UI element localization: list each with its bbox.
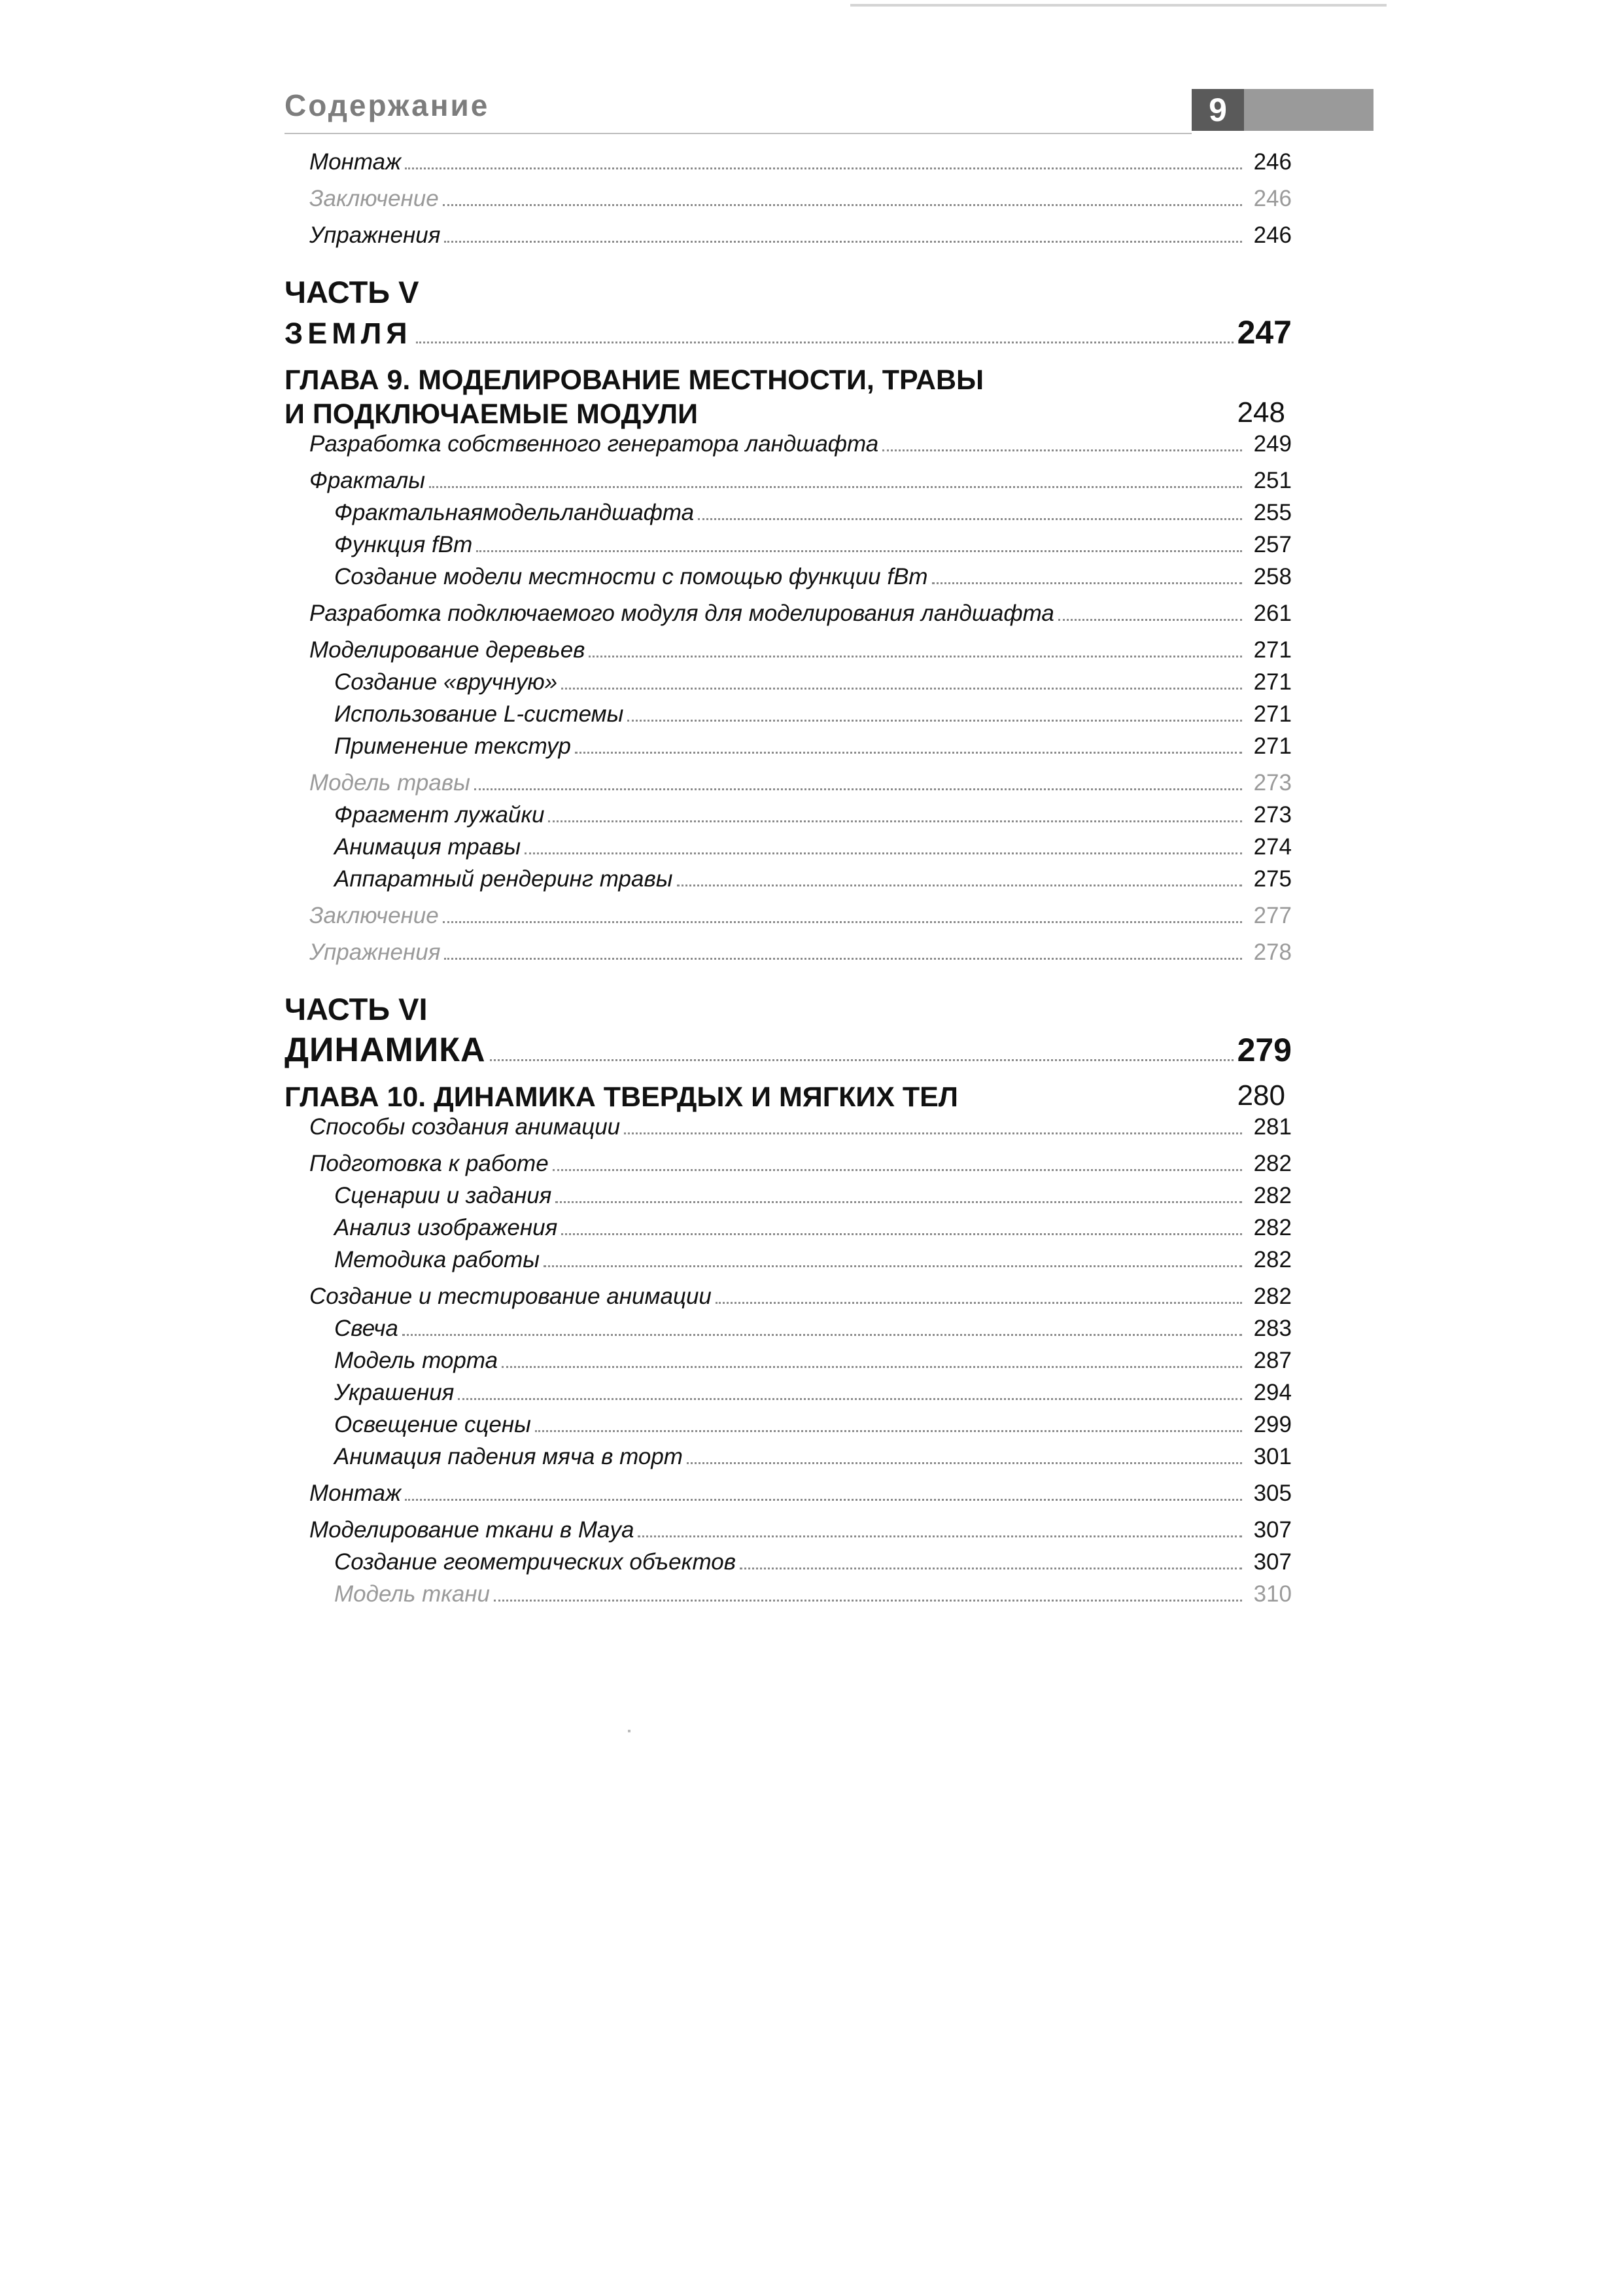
toc-entry: [285, 1114, 1292, 1146]
toc-entry-page: 287: [1253, 1348, 1292, 1373]
toc-entry-title: Анимация травы: [334, 834, 521, 860]
toc-entry-title: Способы создания анимации: [309, 1114, 621, 1140]
toc-entry-page: 275: [1253, 866, 1292, 892]
toc-entry: [285, 802, 1292, 834]
chapter-10-title-line1: ГЛАВА 10. ДИНАМИКА ТВЕРДЫХ И МЯГКИХ ТЕЛ: [285, 1081, 958, 1113]
toc-entry-title: Монтаж: [309, 1480, 402, 1506]
leader-dots: [1058, 619, 1242, 621]
leader-dots: [677, 885, 1242, 886]
toc-entry-page: 282: [1253, 1247, 1292, 1272]
toc-entry-title: Упражнения: [309, 939, 441, 965]
toc-entry-page: 258: [1253, 564, 1292, 589]
toc-entry: [285, 903, 1292, 935]
toc-entry-title: Заключение: [309, 186, 439, 211]
toc-entry-page: 273: [1253, 802, 1292, 828]
toc-entry-title: Создание геометрических объектов: [334, 1549, 736, 1575]
leader-dots: [638, 1535, 1242, 1537]
running-header-title: Содержание: [285, 88, 490, 122]
page-number: 9: [1192, 89, 1244, 131]
toc-entry-page: 305: [1253, 1480, 1292, 1506]
scan-edge-line: [850, 4, 1387, 7]
leader-dots: [561, 1233, 1242, 1235]
chapter-9-entries: [285, 431, 1292, 972]
toc-entry-page: 257: [1253, 532, 1292, 557]
toc-entry-title: Фрагмент лужайки: [334, 802, 545, 828]
leader-dots: [553, 1169, 1242, 1171]
leader-dots: [429, 486, 1242, 488]
part-5-name-row: [285, 313, 1292, 357]
part-5-name: ЗЕМЛЯ: [285, 317, 412, 350]
toc-entry-title: Фракталы: [309, 468, 425, 493]
leader-dots: [740, 1568, 1242, 1569]
toc-entry-page: 282: [1253, 1151, 1292, 1176]
toc-entry: [285, 1480, 1292, 1513]
toc-entry-title: Упражнения: [309, 222, 441, 248]
toc-entry: [285, 1517, 1292, 1549]
leader-dots: [548, 820, 1242, 822]
toc-entry-page: 282: [1253, 1284, 1292, 1309]
chapter-10-heading: [285, 1080, 1292, 1114]
leader-dots: [561, 688, 1242, 690]
toc-entry-title: Освещение сцены: [334, 1412, 531, 1437]
toc-entry: [285, 770, 1292, 802]
leader-dots: [624, 1132, 1242, 1134]
toc-entry-page: 271: [1253, 701, 1292, 727]
toc-entry-page: 307: [1253, 1549, 1292, 1575]
toc-entry-page: 246: [1253, 222, 1292, 248]
leader-dots: [502, 1366, 1242, 1368]
leader-dots: [589, 656, 1242, 657]
toc-entry-page: 283: [1253, 1316, 1292, 1341]
toc-entry-title: Фрактальнаямодельландшафта: [334, 500, 695, 525]
leader-dots: [490, 1059, 1234, 1061]
toc-entry: [285, 601, 1292, 633]
leader-dots: [687, 1462, 1242, 1464]
toc-entry-page: 271: [1253, 637, 1292, 663]
toc-entry: [285, 149, 1292, 181]
toc-entry-page: 277: [1253, 903, 1292, 928]
toc-entry: [285, 431, 1292, 463]
toc-entry: [285, 939, 1292, 972]
toc-entry-title: Моделирование ткани в Maya: [309, 1517, 634, 1543]
toc-entry: [285, 1215, 1292, 1247]
toc-entry-page: 282: [1253, 1183, 1292, 1208]
toc-entry: [285, 1581, 1292, 1613]
toc-entry: [285, 669, 1292, 701]
toc-entry-title: Анализ изображения: [334, 1215, 558, 1240]
chapter-9-heading: [285, 363, 1292, 431]
leader-dots: [494, 1600, 1242, 1602]
chapter-10-page: 280: [1237, 1079, 1285, 1112]
toc-entry: [285, 222, 1292, 254]
leader-dots: [405, 1499, 1242, 1501]
toc-entry-page: 249: [1253, 431, 1292, 457]
leader-dots: [416, 342, 1234, 343]
leader-dots: [544, 1265, 1242, 1267]
toc-entry-title: Модель торта: [334, 1348, 498, 1373]
toc-entry-page: 307: [1253, 1517, 1292, 1543]
toc-entry-title: Применение текстур: [334, 733, 571, 759]
toc-entry-title: Монтаж: [309, 149, 402, 175]
toc-entry-title: Функция fBm: [334, 532, 473, 557]
toc-entry-title: Создание модели местности с помощью функции fBm: [334, 564, 928, 589]
toc-entry-title: Разработка подключаемого модуля для моделирования ландшафта: [309, 601, 1054, 626]
toc-entry-title: Использование L-системы: [334, 701, 624, 727]
part-5-page: 247: [1237, 314, 1292, 351]
leader-dots: [555, 1201, 1242, 1203]
toc-entry-title: Свеча: [334, 1316, 398, 1341]
toc-entry-page: 310: [1253, 1581, 1292, 1607]
toc-entry: [285, 1183, 1292, 1215]
toc-entry-page: 271: [1253, 669, 1292, 695]
toc-entry-title: Заключение: [309, 903, 439, 928]
toc-entry: [285, 186, 1292, 218]
toc-entry-title: Украшения: [334, 1380, 455, 1405]
leader-dots: [525, 852, 1242, 854]
toc-entry-page: 271: [1253, 733, 1292, 759]
part-6-name: ДИНАМИКА: [285, 1031, 486, 1069]
leader-dots: [405, 167, 1242, 169]
scan-speck: [628, 1730, 631, 1732]
leader-dots: [443, 921, 1242, 923]
toc-entry-title: Разработка собственного генератора ландшафта: [309, 431, 879, 457]
toc-entry-title: Сценарии и задания: [334, 1183, 552, 1208]
chapter-9-title-line2: И ПОДКЛЮЧАЕМЫЕ МОДУЛИ: [285, 398, 699, 430]
part-6-page: 279: [1237, 1032, 1292, 1068]
toc-entry-page: 282: [1253, 1215, 1292, 1240]
toc-entry-page: 273: [1253, 770, 1292, 796]
toc-entry: [285, 1380, 1292, 1412]
leader-dots: [575, 752, 1242, 754]
part-6-name-row: [285, 1030, 1292, 1074]
toc-entry-page: 294: [1253, 1380, 1292, 1405]
leader-dots: [698, 518, 1242, 520]
toc-entry-title: Модель травы: [309, 770, 470, 796]
toc-entry: [285, 1412, 1292, 1444]
toc-entry: [285, 1444, 1292, 1476]
toc-entry-title: Создание и тестирование анимации: [309, 1284, 712, 1309]
toc-entry: [285, 1316, 1292, 1348]
leader-dots: [474, 788, 1242, 790]
toc-entry-title: Подготовка к работе: [309, 1151, 549, 1176]
toc-entry: [285, 1284, 1292, 1316]
toc-entry-title: Аппаратный рендеринг травы: [334, 866, 673, 892]
header-rule: [285, 133, 1192, 134]
leader-dots: [443, 204, 1242, 206]
toc-entry: [285, 866, 1292, 898]
leader-dots: [458, 1398, 1242, 1400]
toc-entry-title: Анимация падения мяча в торт: [334, 1444, 683, 1469]
toc-entry: [285, 1549, 1292, 1581]
toc-entry-page: 299: [1253, 1412, 1292, 1437]
toc-entry: [285, 1151, 1292, 1183]
toc-entry: [285, 834, 1292, 866]
toc-entry-title: Модель ткани: [334, 1581, 491, 1607]
toc-entry: [285, 1348, 1292, 1380]
toc-entry: [285, 637, 1292, 669]
leader-dots: [535, 1430, 1242, 1432]
toc-entry-page: 281: [1253, 1114, 1292, 1140]
part-6-label: ЧАСТЬ VI: [285, 992, 428, 1026]
toc-entry-title: Моделирование деревьев: [309, 637, 585, 663]
toc-entry-page: 246: [1253, 149, 1292, 175]
table-of-contents: [285, 149, 1292, 1613]
toc-entry: [285, 733, 1292, 765]
toc-entry: [285, 564, 1292, 596]
toc-entry: [285, 1247, 1292, 1279]
part-5-label: ЧАСТЬ V: [285, 275, 419, 309]
toc-entry-page: 278: [1253, 939, 1292, 965]
toc-entry-page: 301: [1253, 1444, 1292, 1469]
leader-dots: [716, 1302, 1242, 1304]
toc-entry: [285, 532, 1292, 564]
toc-entry-page: 255: [1253, 500, 1292, 525]
leader-dots: [932, 582, 1242, 584]
toc-entry: [285, 468, 1292, 500]
toc-entry-page: 246: [1253, 186, 1292, 211]
toc-entry-title: Методика работы: [334, 1247, 540, 1272]
leader-dots: [444, 241, 1242, 243]
toc-entry-page: 251: [1253, 468, 1292, 493]
leader-dots: [402, 1334, 1242, 1336]
leader-dots: [882, 449, 1242, 451]
toc-entry-title: Создание «вручную»: [334, 669, 558, 695]
leader-dots: [627, 720, 1242, 722]
chapter-10-entries: [285, 1114, 1292, 1613]
leader-dots: [444, 958, 1242, 960]
leader-dots: [476, 550, 1242, 552]
chapter-9-title-line1: ГЛАВА 9. МОДЕЛИРОВАНИЕ МЕСТНОСТИ, ТРАВЫ: [285, 364, 984, 396]
top-entries: [285, 149, 1292, 254]
toc-entry-page: 274: [1253, 834, 1292, 860]
toc-entry: [285, 701, 1292, 733]
chapter-9-page: 248: [1237, 396, 1285, 429]
toc-entry: [285, 500, 1292, 532]
toc-entry-page: 261: [1253, 601, 1292, 626]
